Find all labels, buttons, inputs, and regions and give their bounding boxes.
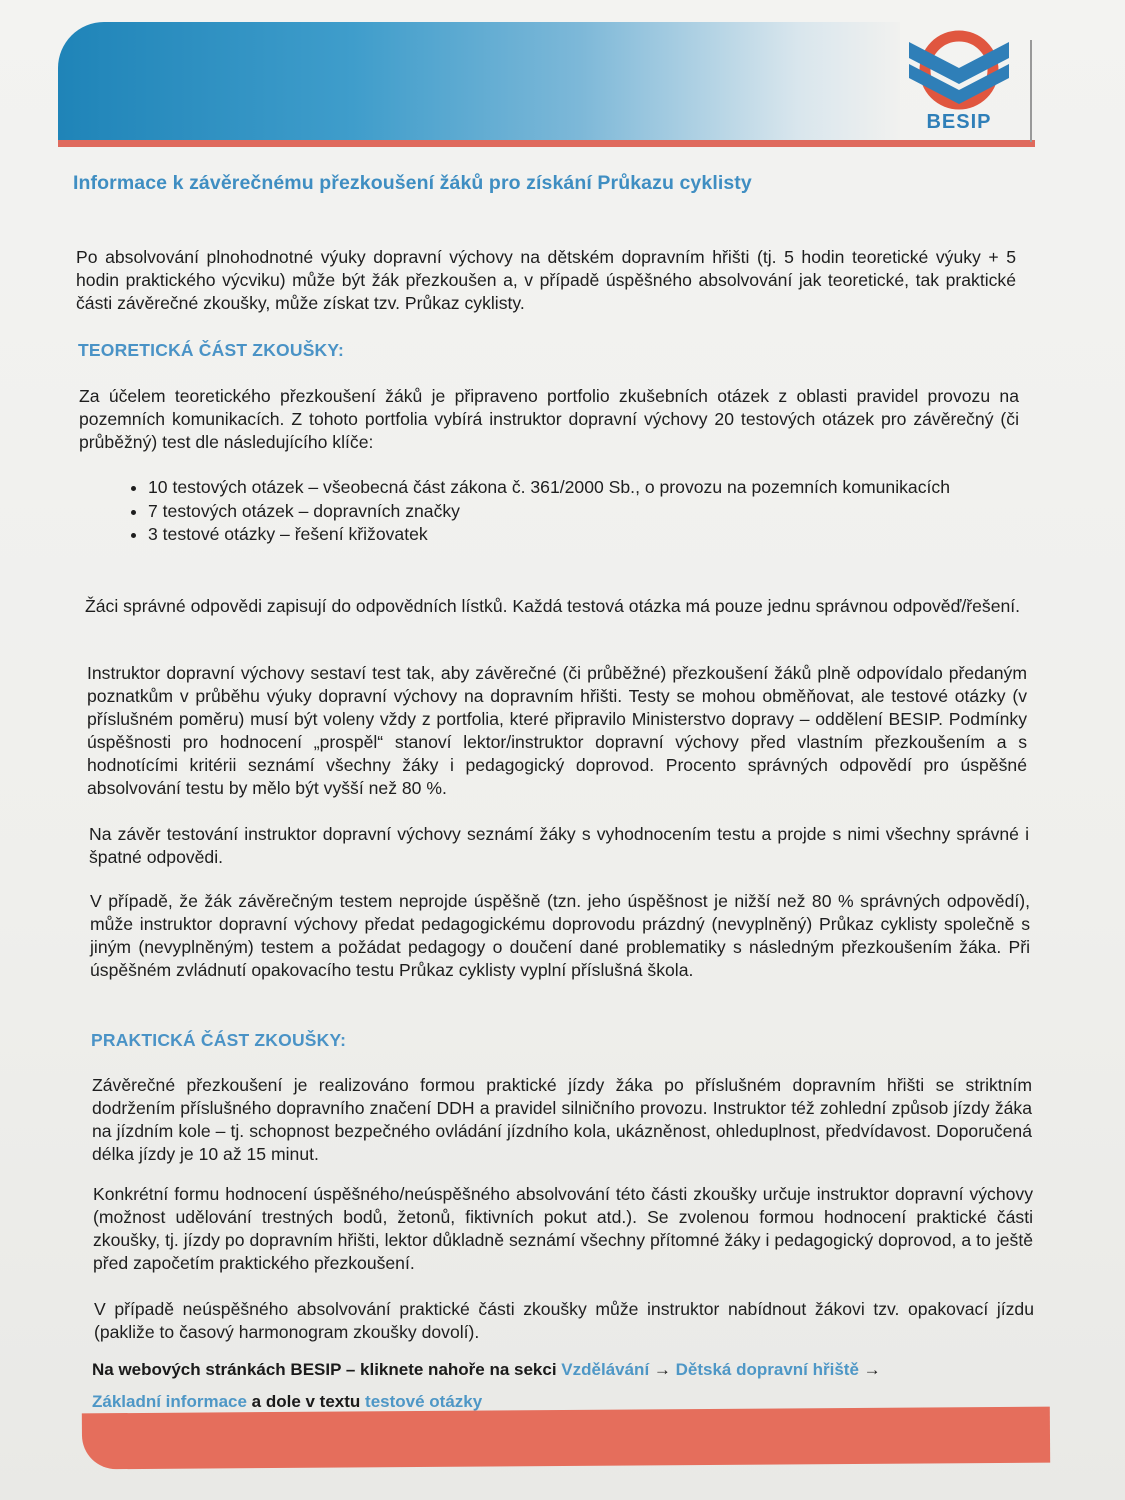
document-title: Informace k závěrečnému přezkoušení žáků pro získání Průkazu cyklisty xyxy=(73,172,752,194)
link-vzdelavani[interactable]: Vzdělávání xyxy=(561,1360,650,1379)
practice-paragraph-2: Konkrétní formu hodnocení úspěšného/neúspěšného absolvování této části zkoušky určuje instruktor dopravní výchovy (možnost udělování trestných bodů, žetonů, fiktivních pokut atd.). Se zvolenou formou hodnocení praktické části zkoušky, tj. jízdy po dopravním hřišti, lektor důkladně seznámí všechny přítomné žáky i pedagogický doprovod, a to ještě před započetím praktického přezkoušení. xyxy=(93,1184,1033,1273)
footer-instructions-line-1 xyxy=(92,1360,1052,1380)
arrow-right-icon: → xyxy=(858,1360,881,1379)
theory-bullet-list xyxy=(110,476,1053,547)
link-testove-otazky[interactable]: testové otázky xyxy=(365,1392,483,1411)
footer-mid-text: a dole v textu xyxy=(246,1392,366,1411)
footer-banner xyxy=(82,1407,1050,1470)
practice-heading: PRAKTICKÁ ČÁST ZKOUŠKY: xyxy=(91,1030,347,1050)
logo-text: BESIP xyxy=(926,111,992,133)
header-banner xyxy=(58,22,900,140)
list-item: • 3 testové otázky – řešení křižovatek xyxy=(148,523,1053,547)
intro-paragraph: Po absolvování plnohodnotné výuky dopravní výchovy na dětském dopravním hřišti (tj. 5 hodin teoretické výuky + 5 hodin praktického výcviku) může být žák přezkoušen a, v případě úspěšného absolvování jak teoretické, tak praktické části závěrečné zkoušky, může získat tzv. Průkaz cyklisty. xyxy=(76,247,1016,313)
practice-paragraph-1: Závěrečné přezkoušení je realizováno formou praktické jízdy žáka po příslušném dopravním hřišti se striktním dodržením příslušného dopravního značení DDH a pravidel silničního provozu. Instruktor též zohlední způsob jízdy žáka na jízdním kole – tj. schopnost bezpečného ovládání jízdního kola, ukázněnost, ohleduplnost, předvídavost. Doporučená délka jízdy je 10 až 15 minut. xyxy=(92,1075,1032,1164)
footer-lead-text: Na webových stránkách BESIP – kliknete nahoře na sekci xyxy=(92,1360,562,1379)
theory-paragraph-5: V případě, že žák závěrečným testem neprojde úspěšně (tzn. jeho úspěšnost je nižší než 80 % správných odpovědí), může instruktor dopravní výchovy předat pedagogickému doprovodu prázdný (nevyplněný) Průkaz cyklisty společně s jiným (nevyplněným) testem a požádat pedagogy o doučení dané problematiky s následným přezkoušením žáka. Při úspěšném zvládnutí opakovacího testu Průkaz cyklisty vyplní příslušná škola. xyxy=(90,891,1030,980)
besip-logo-icon xyxy=(903,28,1015,133)
theory-heading: TEORETICKÁ ČÁST ZKOUŠKY: xyxy=(78,340,345,360)
theory-paragraph-1: Za účelem teoretického přezkoušení žáků je připraveno portfolio zkušebních otázek z oblasti pravidel provozu na pozemních komunikacích. Z tohoto portfolia vybírá instruktor dopravní výchovy 20 testových otázek pro závěrečný (či průběžný) test dle následujícího klíče: xyxy=(79,386,1019,452)
arrow-right-icon: → xyxy=(649,1360,676,1379)
logo-divider xyxy=(1030,40,1032,142)
practice-paragraph-3: V případě neúspěšného absolvování praktické části zkoušky může instruktor nabídnout žákovi tzv. opakovací jízdu (pakliže to časový harmonogram zkoušky dovolí). xyxy=(94,1299,1034,1342)
list-item: • 7 testových otázek – dopravních značky xyxy=(148,500,1053,524)
theory-paragraph-3: Instruktor dopravní výchovy sestaví test tak, aby závěrečné (či průběžné) přezkoušení žáků plně odpovídalo předaným poznatkům v průběhu výuky dopravní výchovy na dopravním hřišti. Testy se mohou obměňovat, ale testové otázky (v příslušném poměru) musí být voleny vždy z portfolia, které připravilo Ministerstvo dopravy – oddělení BESIP. Podmínky úspěšnosti pro hodnocení „prospěl“ stanoví lektor/instruktor dopravní výchovy před vlastním přezkoušením a s hodnotícími kritérii seznámí všechny žáky i pedagogický doprovod. Procento správných odpovědí pro úspěšné absolvování testu by mělo být vyšší než 80 %. xyxy=(87,663,1027,798)
link-zakladni-informace[interactable]: Základní informace xyxy=(92,1392,247,1411)
list-item: • 10 testových otázek – všeobecná část zákona č. 361/2000 Sb., o provozu na pozemních komunikacích xyxy=(148,476,1053,500)
header-rule xyxy=(58,140,1035,147)
theory-paragraph-2: Žáci správné odpovědi zapisují do odpovědních lístků. Každá testová otázka má pouze jednu správnou odpověď/řešení. xyxy=(85,596,1021,616)
link-detska-dopravni-hriste[interactable]: Dětská dopravní hřiště xyxy=(675,1360,859,1379)
theory-paragraph-4: Na závěr testování instruktor dopravní výchovy seznámí žáky s vyhodnocením testu a projde s nimi všechny správné i špatné odpovědi. xyxy=(89,824,1029,867)
